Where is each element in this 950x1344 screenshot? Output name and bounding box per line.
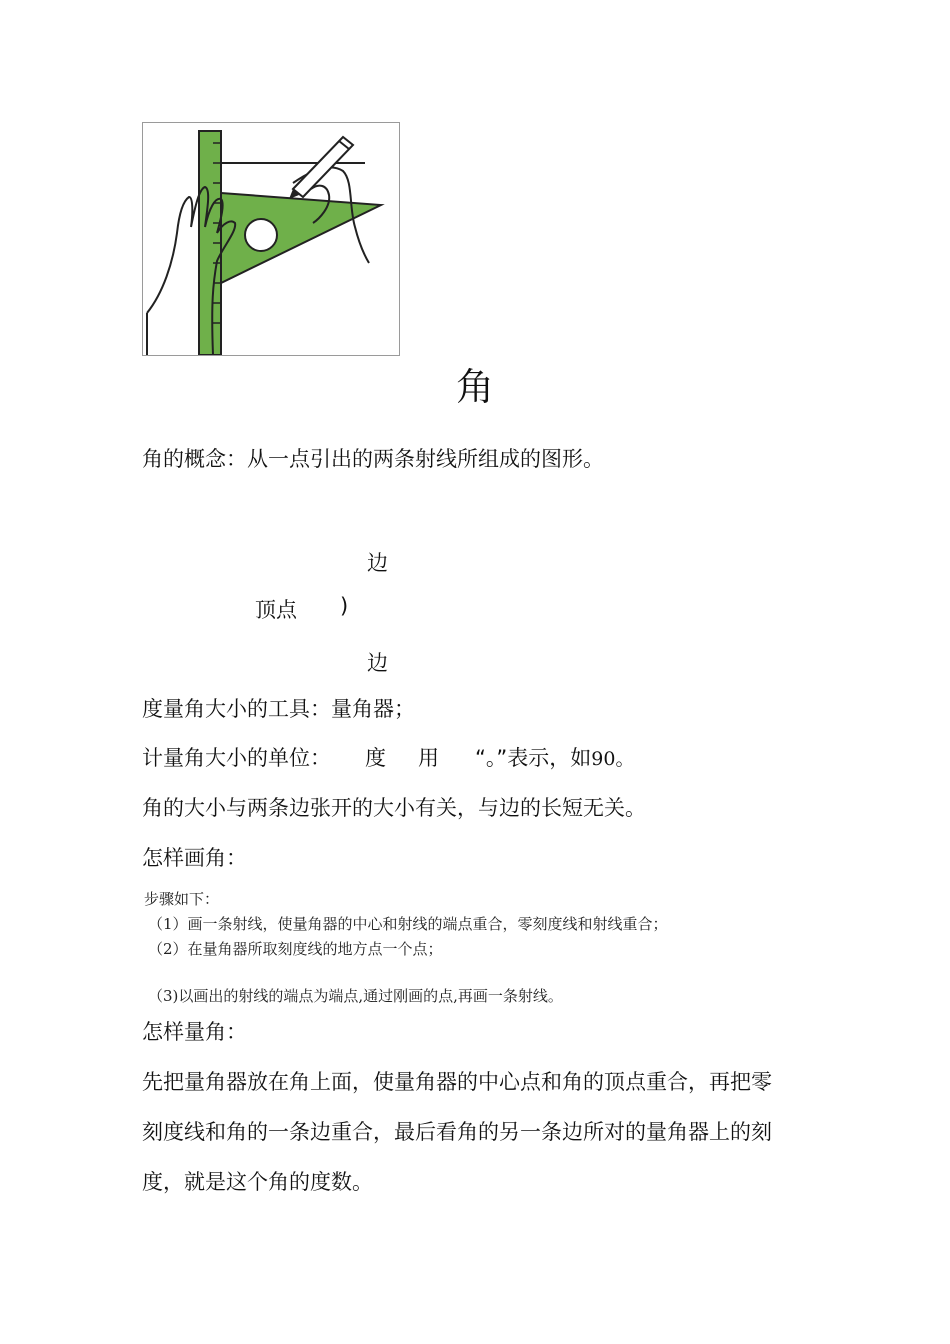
unit-line (142, 742, 634, 772)
measure-text-line-1: 先把量角器放在角上面，使量角器的中心点和角的顶点重合，再把零 (142, 1070, 772, 1094)
unit-quote-open: “ (475, 746, 486, 770)
steps-title: 步骤如下： (144, 890, 220, 908)
draw-step-2: （2）在量角器所取刻度线的地方点一个点； (148, 940, 443, 958)
draw-angle-heading: 怎样画角： (142, 846, 247, 870)
unit-symbol: 。”表示，如 (485, 746, 592, 770)
angle-size-fact: 角的大小与两条边张开的大小有关，与边的长短无关。 (142, 796, 646, 820)
measuring-tool-line: 度量角大小的工具：量角器； (142, 697, 415, 721)
unit-name: 度 (365, 746, 386, 770)
diagram-vertex-label: 顶点 (255, 598, 297, 622)
page-title: 角 (455, 365, 494, 409)
draw-step-1: （1）画一条射线，使量角器的中心和射线的端点重合，零刻度线和射线重合； (148, 915, 668, 933)
measure-text-line-2: 刻度线和角的一条边重合，最后看角的另一条边所对的量角器上的刻 (142, 1120, 772, 1144)
measure-text-line-3: 度，就是这个角的度数。 (142, 1170, 373, 1194)
drawing-angle-illustration (142, 122, 400, 356)
angle-definition: 角的概念：从一点引出的两条射线所组成的图形。 (142, 447, 604, 471)
draw-step-3: （3)以画出的射线的端点为端点,通过刚画的点,再画一条射线。 (148, 987, 563, 1005)
unit-use: 用 (418, 746, 439, 770)
ruler-triangle-hands-image (143, 123, 399, 355)
measure-angle-heading: 怎样量角： (142, 1020, 247, 1044)
diagram-side-top-label: 边 (367, 551, 388, 575)
unit-label: 计量角大小的单位： (142, 746, 331, 770)
diagram-side-bottom-label: 边 (367, 651, 388, 675)
unit-example: 90。 (591, 748, 635, 770)
diagram-angle-mark: ) (340, 594, 349, 618)
